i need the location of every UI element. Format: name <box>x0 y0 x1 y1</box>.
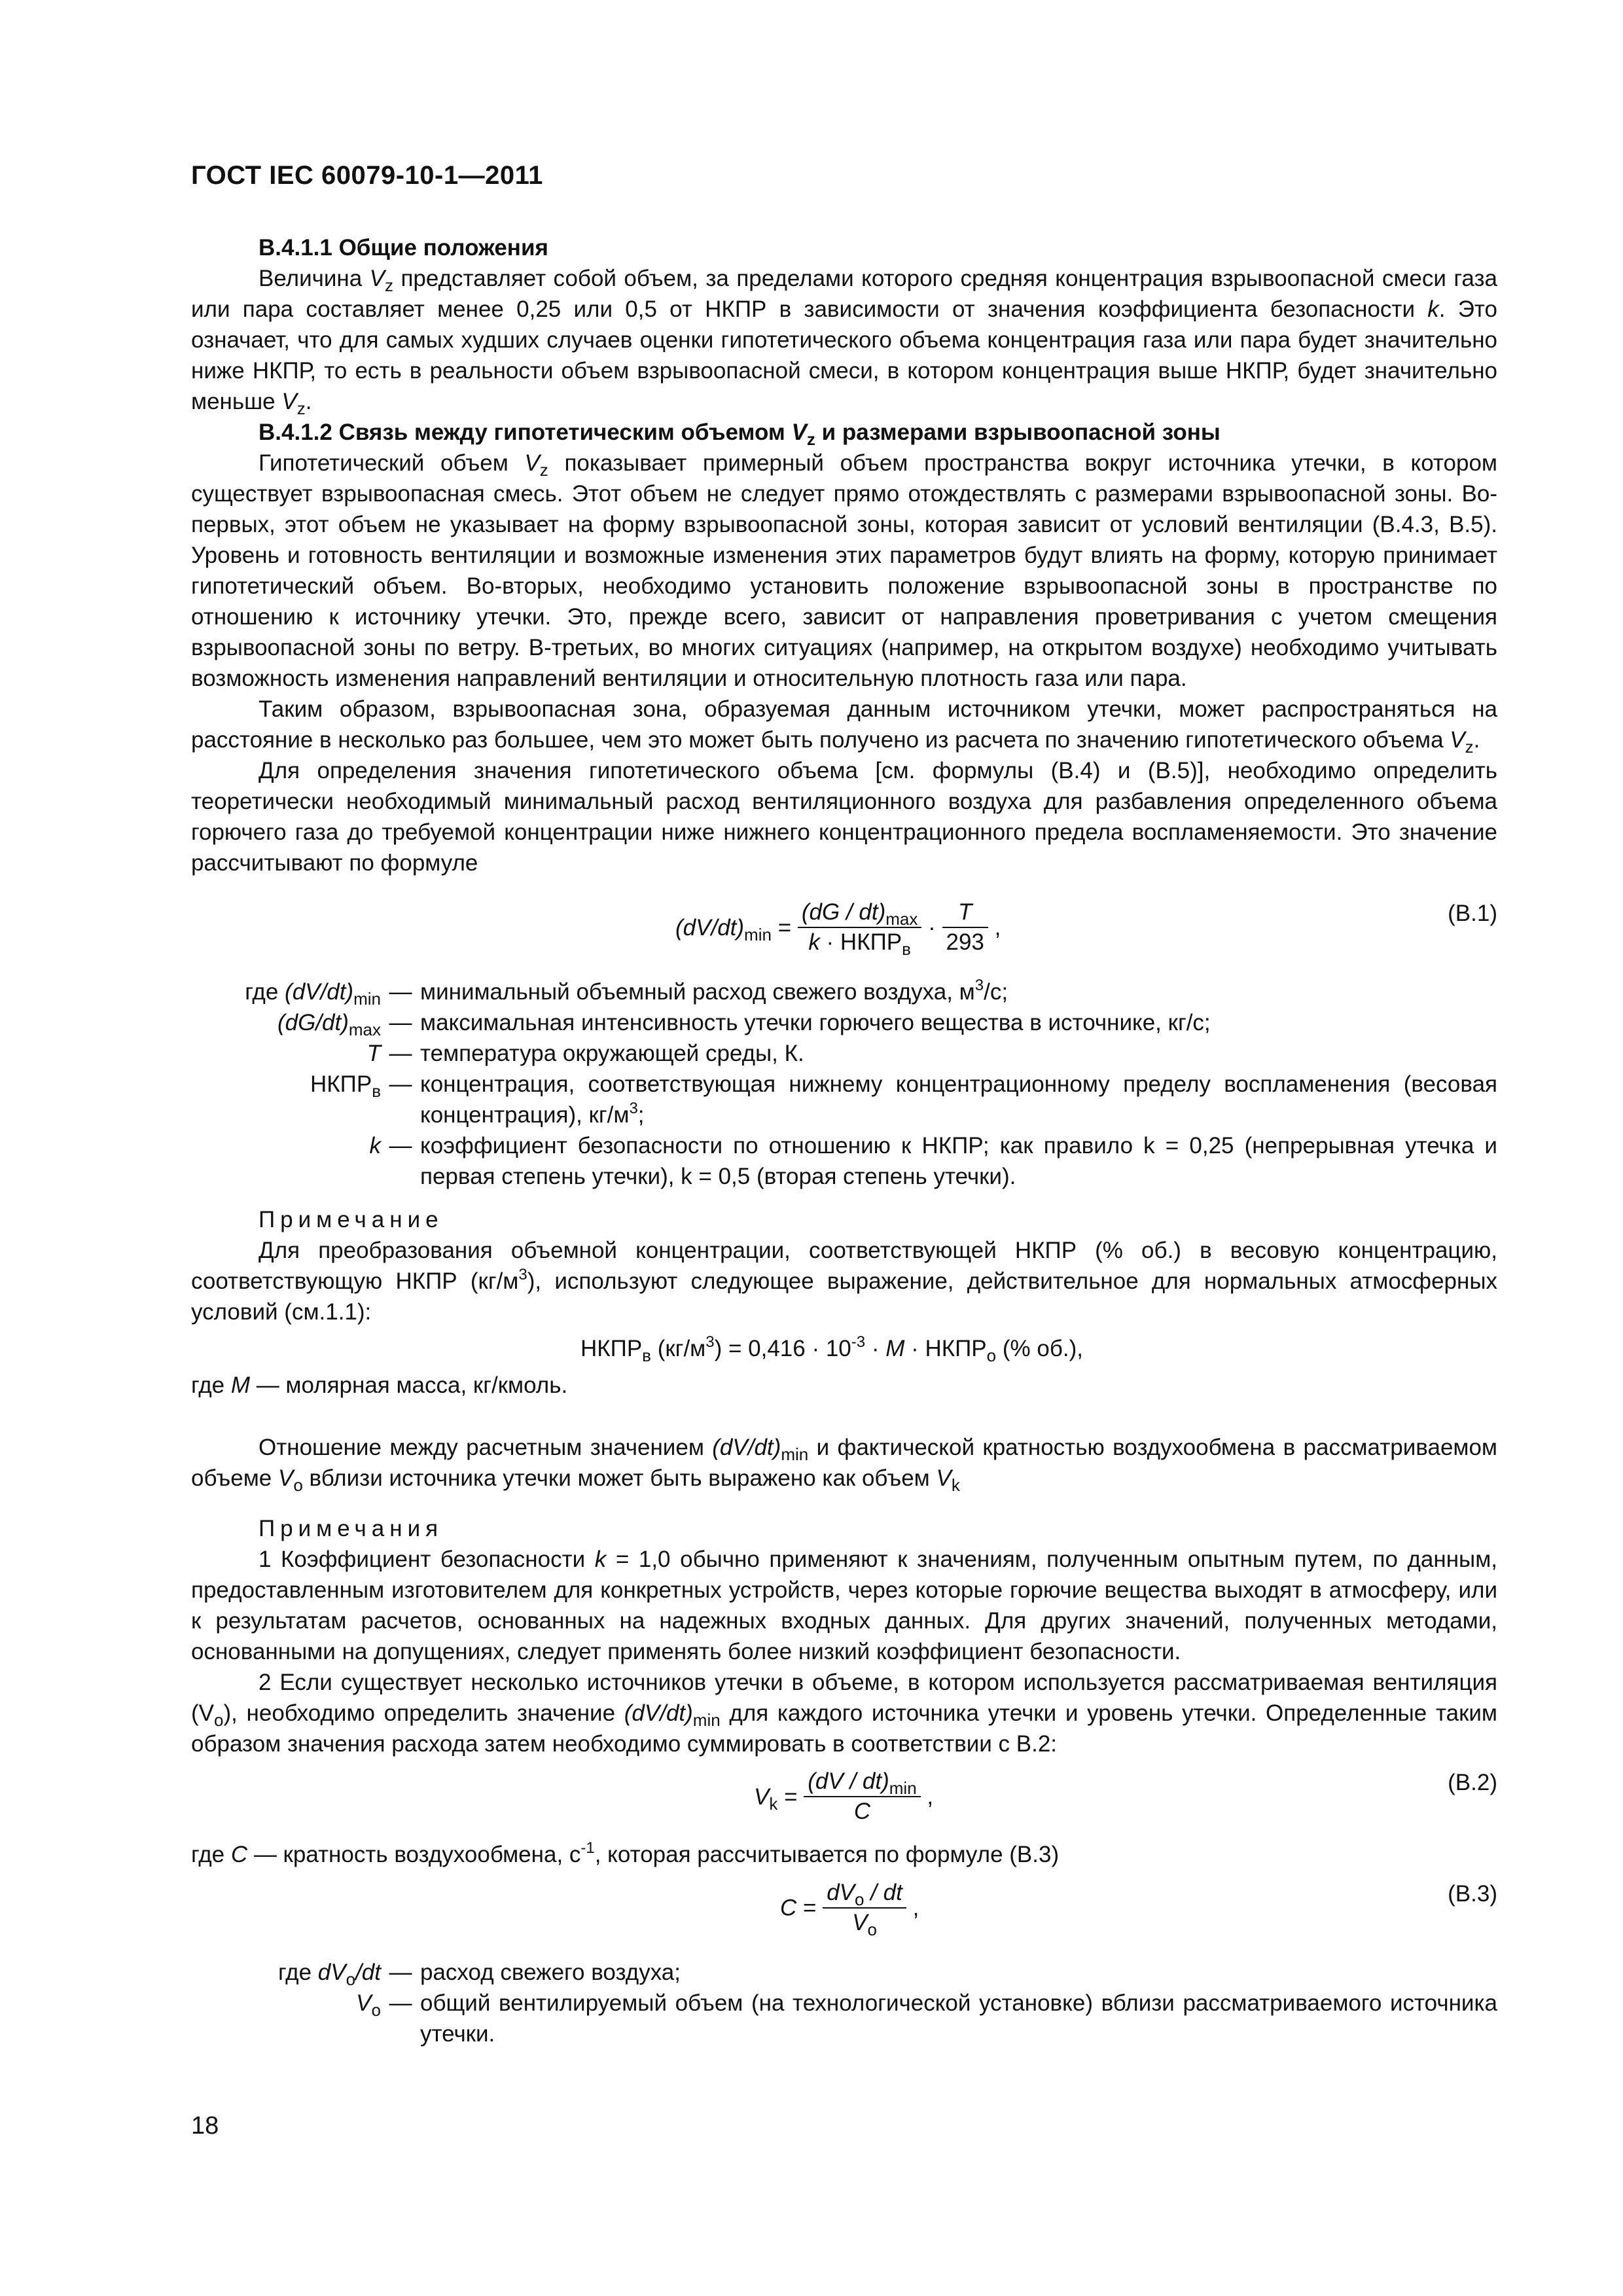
paragraph-ratio: Отношение между расчетным значением $(dV/dt)_{min}$ и фактической кратностью воздухообмена в рассматриваемом объеме $V_o$ вблизи источника утечки может быть выражено как объем $V_k$ <box>191 1435 1497 1495</box>
definition-row: T — температура окружающей среды, К. <box>366 1041 804 1066</box>
formula-conversion: $НКПР_в$ $(кг/м^3) = 0,416 \cdot 10^{-3} \cdot M$ · $НКПР_о$ (% об.), <box>580 1333 1083 1365</box>
definitions-list <box>191 977 1497 1192</box>
page-number: 18 <box>191 2112 219 2140</box>
paragraph: Для определения значения гипотетического объема [см. формулы (В.4) и (В.5)], необходимо определить теоретически необходимый минимальный расход вентиляционного воздуха для разбавления определенного объема горючего газа до требуемой концентрации ниже нижнего концентрационного предела воспламеняемости. Это значение рассчитывают по формуле <box>191 758 1497 876</box>
standard-header: ГОСТ IEC 60079-10-1—2011 <box>191 161 543 190</box>
section-relation <box>191 417 1497 878</box>
formula-b2: $V_k$ = $\frac{(dV / dt)_{min}}{C}$ , (B.2) <box>754 1768 1497 1824</box>
definition-row: $НКПР_в$ — концентрация, соответствующая нижнему концентрационному пределу воспламенения (весовая концентрация), $кг/м^3$; <box>310 1071 1497 1128</box>
where-c: где C — кратность воздухообмена, $с^{-1}$, которая рассчитывается по формуле (В.3) <box>191 1839 1060 1867</box>
formula-number: (B.1) <box>1448 901 1497 926</box>
notes-label: Примечания <box>259 1516 444 1541</box>
paragraph: Гипотетический объем $V_z$ показывает примерный объем пространства вокруг источника утечки, в котором существует взрывоопасная смесь. Этот объем не следует прямо отождествлять с размерами взрывоопасной зоны. Во-первых, этот объем не указывает на форму взрывоопасной зоны, которая зависит от условий вентиляции (В.4.3, В.5). Уровень и готовность вентиляции и возможные изменения этих параметров будут влиять на форму, которую принимает гипотетический объем. Во-вторых, необходимо установить положение взрывоопасной зоны в пространстве по отношению к источнику утечки. Это, прежде всего, зависит от направления проветривания с учетом смещения взрывоопасной зоны по ветру. В-третьих, во многих ситуациях (например, на открытом воздухе) необходимо учитывать возможность изменения направлений вентиляции и относительную плотность газа или пара. <box>191 450 1497 691</box>
section-heading: В.4.1.1 Общие положения <box>259 235 548 260</box>
definitions-list <box>191 1957 1497 2049</box>
formula-b3: C = $\frac{dV_o / dt}{V_o}$ , (B.3) <box>780 1880 1497 1939</box>
formula-number: (B.3) <box>1448 1881 1497 1907</box>
definition-row: $V_o$ — общий вентилируемый объем (на технологической установке) вблизи рассматриваемого источника утечки. <box>356 1990 1497 2047</box>
section-general <box>191 232 1497 417</box>
definition-row: где $(dV/dt)_{min}$ — минимальный объемный расход свежего воздуха, $м^3/с$; <box>245 977 1008 1009</box>
section-heading: В.4.1.2 Связь между гипотетическим объемом $V_z$ и размерами взрывоопасной зоны <box>259 420 1221 449</box>
note-label: Примечание <box>259 1207 444 1232</box>
formula-b1 <box>191 898 1497 977</box>
paragraph: Величина $V_z$ представляет собой объем, за пределами которого средняя концентрация взрывоопасной смеси газа или пара составляет менее 0,25 или 0,5 от НКПР в зависимости от значения коэффициента безопасности k. Это означает, что для самых худших случаев оценки гипотетического объема концентрация газа или пара будет значительно ниже НКПР, то есть в реальности объем взрывоопасной смеси, в котором концентрация выше НКПР, будет значительно меньше $V_z$. <box>191 266 1497 418</box>
notes-block <box>191 1513 1497 1759</box>
formula-number: (B.2) <box>1448 1770 1497 1795</box>
note-item: 2 Если существует несколько источников утечки в объеме, в котором используется рассматриваемая вентиляция $(V_o)$, необходимо определить значение $(dV/dt)_{min}$ для каждого источника утечки и уровень утечки. Определенные таким образом значения расхода затем необходимо суммировать в соответствии с В.2: <box>191 1670 1497 1757</box>
where-molar: где M — молярная масса, кг/кмоль. <box>191 1372 568 1398</box>
definition-row: $(dG/dt)_{max}$ — максимальная интенсивность утечки горючего вещества в источнике, кг/с; <box>277 1010 1211 1039</box>
note-text: Для преобразования объемной концентрации, соответствующей НКПР (% об.) в весовую концентрацию, соответствующую НКПР $(кг/м^3)$, используют следующее выражение, действительное для нормальных атмосферных условий (см.1.1): <box>191 1238 1497 1325</box>
note-item: 1 Коэффициент безопасности k = 1,0 обычно применяют к значениям, полученным опытным путем, по данным, предоставленным изготовителем для конкретных устройств, через которые горючие вещества выходят в атмосферу, или к результатам расчетов, основанных на надежных входных данных. Для других значений, полученных методами, основанными на допущениях, следует применять более низкий коэффициент безопасности. <box>191 1547 1498 1664</box>
note-block <box>191 1204 1497 1327</box>
formula-expression: $(dV/dt)_{min}$ = $\frac{(dG / dt)_{max}}{k \cdot НКПР_в}$ · $\frac{T}{293}$ , <box>675 899 1001 959</box>
definition-row: k — коэффициент безопасности по отношению к НКПР; как правило k = 0,25 (непрерывная утечка и первая степень утечки), k = 0,5 (вторая степень утечки). <box>369 1133 1497 1189</box>
definition-row: где $dV_o/dt$ — расход свежего воздуха; <box>277 1960 681 1989</box>
paragraph: Таким образом, взрывоопасная зона, образуемая данным источником утечки, может распространяться на расстояние в несколько раз большее, чем это может быть получено из расчета по значению гипотетического объема $V_z$. <box>191 696 1497 757</box>
